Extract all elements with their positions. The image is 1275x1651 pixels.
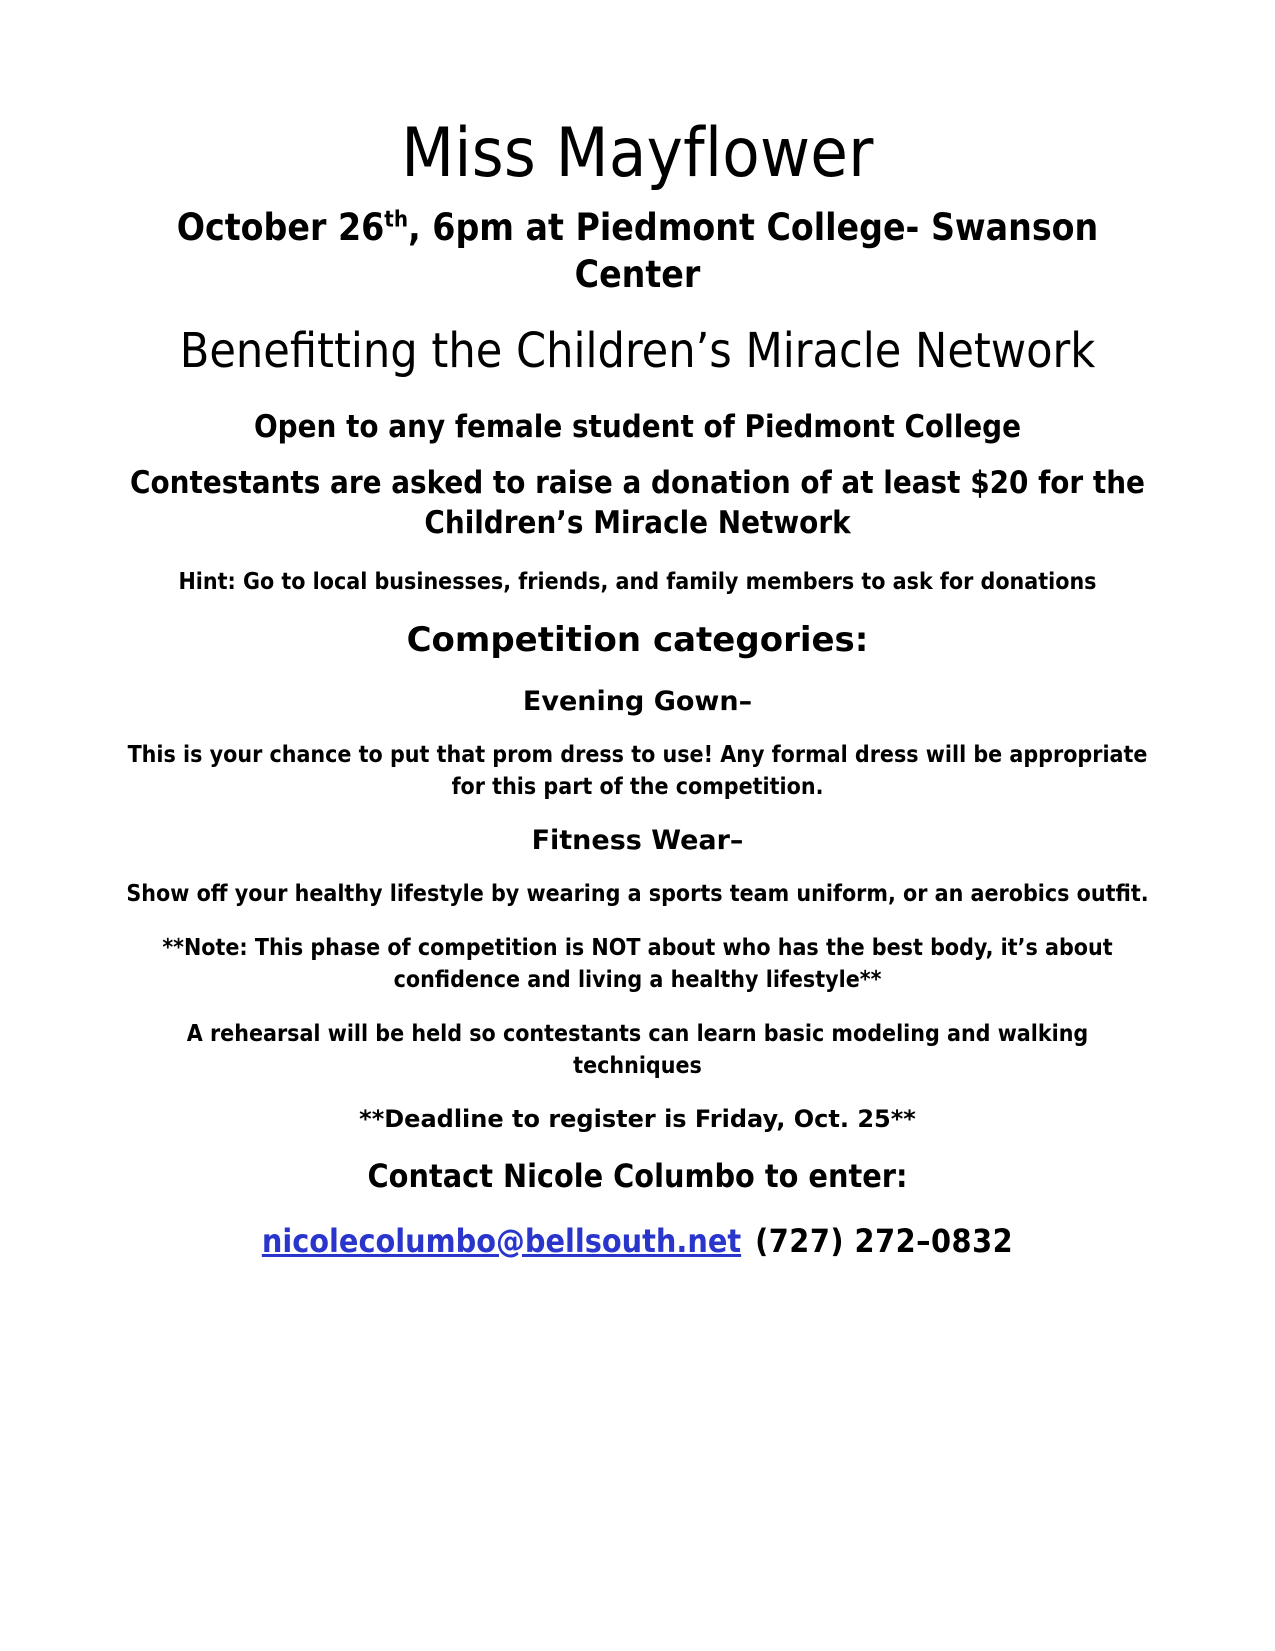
donation-requirement-line: Contestants are asked to raise a donation of at least $20 for the Children’s Miracle Network [130,464,1145,542]
fitness-note-line: **Note: This phase of competition is NOT about who has the best body, it’s about confidence and living a healthy lifestyle** [162,934,1113,994]
event-date-ordinal: th [384,207,409,234]
category-heading-evening-gown: Evening Gown– [522,686,753,718]
event-location-suffix: , 6pm at Piedmont College- Swanson Center [408,206,1099,296]
eligibility-line: Open to any female student of Piedmont College [253,408,1022,445]
competition-categories-heading: Competition categories: [406,619,869,660]
category-description-fitness-wear: Show off your healthy lifestyle by wearing a sports team uniform, or an aerobics outfit. [126,880,1149,907]
contact-details-line [108,1222,1167,1260]
rehearsal-line: A rehearsal will be held so contestants can learn basic modeling and walking techniques [186,1021,1089,1080]
page-title: Miss Mayflower [401,114,874,193]
donation-hint-line: Hint: Go to local businesses, friends, and family members to ask for donations [178,568,1097,595]
category-heading-fitness-wear: Fitness Wear– [531,825,744,857]
contact-email-link[interactable]: nicolecolumbo@bellsouth.net [261,1221,742,1260]
contact-phone-number: (727) 272–0832 [755,1221,1014,1260]
category-description-evening-gown: This is your chance to put that prom dress to use! Any formal dress will be appropriate for this part of the competition. [127,741,1148,801]
event-date-prefix: October 26 [176,206,385,250]
contact-heading: Contact Nicole Columbo to enter: [367,1157,908,1196]
beneficiary-line: Benefitting the Children’s Miracle Network [179,322,1096,379]
registration-deadline-line: **Deadline to register is Friday, Oct. 25** [359,1104,916,1133]
event-details-line [108,205,1167,298]
